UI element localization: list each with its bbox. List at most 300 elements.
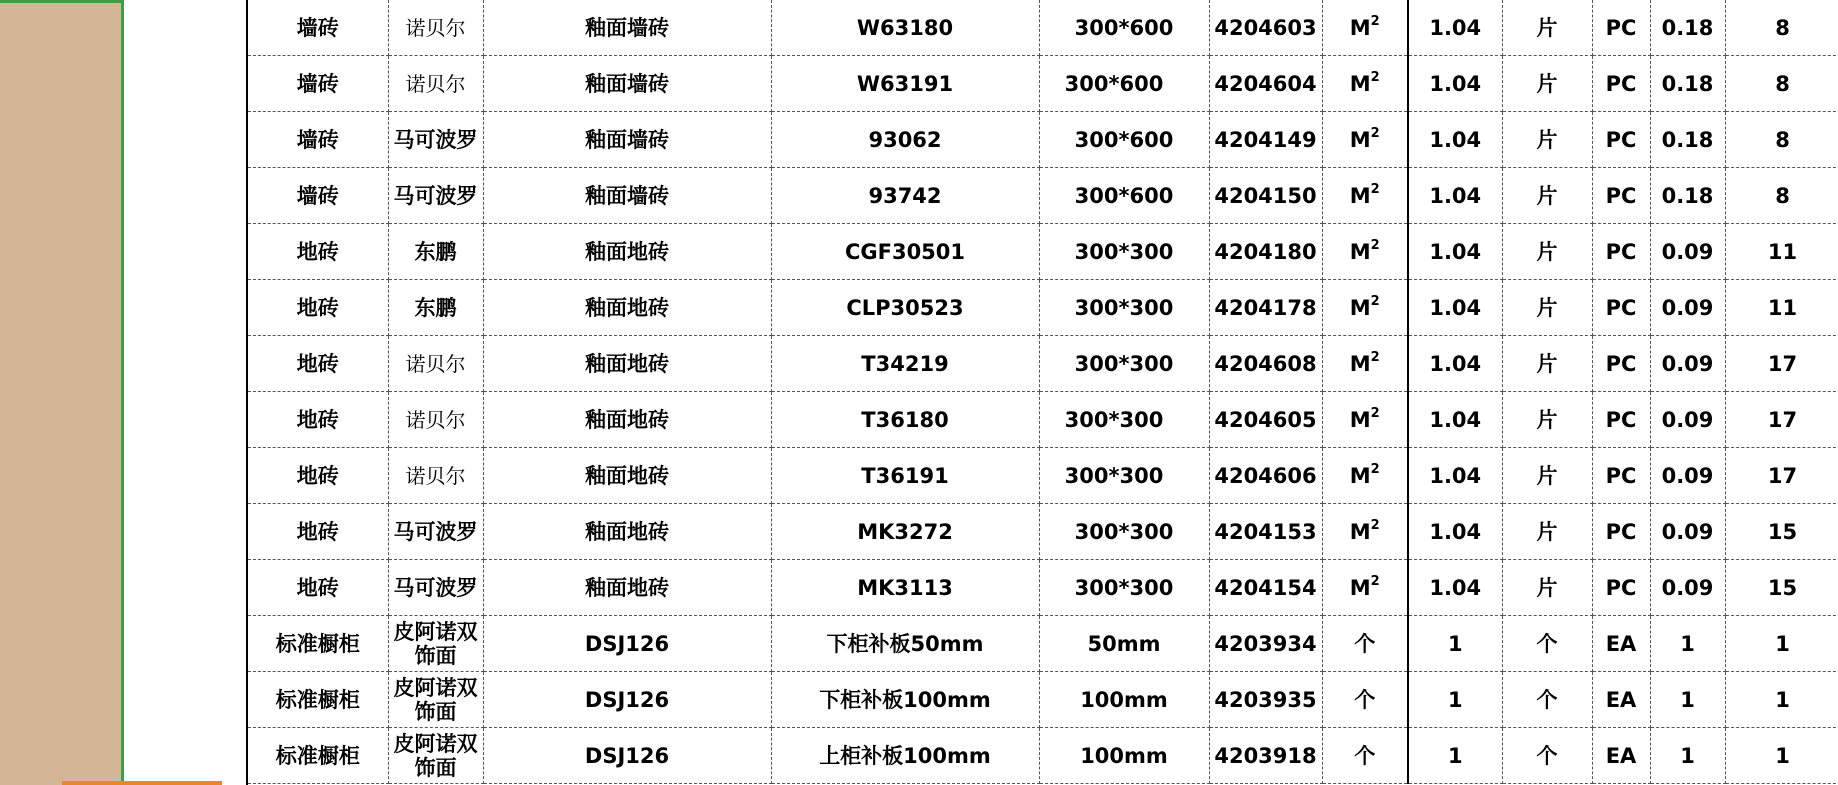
cell-brand[interactable]: [388, 448, 483, 504]
cell-product-text: 釉面墙砖: [585, 183, 669, 208]
cell-pack-unit-text: 个: [1536, 743, 1558, 768]
cell-qty-text: 1.04: [1429, 295, 1482, 320]
cell-uom-text: PC: [1605, 71, 1637, 96]
cell-brand[interactable]: [388, 504, 483, 560]
cell-product[interactable]: [483, 504, 771, 560]
cell-category-text: 墙砖: [296, 15, 339, 40]
cell-code[interactable]: [771, 112, 1039, 168]
cell-count[interactable]: [1725, 224, 1838, 280]
cell-size[interactable]: [1039, 392, 1209, 448]
cell-size[interactable]: [1039, 672, 1209, 728]
table-row: [248, 392, 1838, 448]
table-row: [248, 560, 1838, 616]
cell-brand[interactable]: [388, 168, 483, 224]
cell-brand[interactable]: [388, 336, 483, 392]
cell-qty-text: 1.04: [1429, 519, 1482, 544]
cell-size[interactable]: [1039, 56, 1209, 112]
cell-pack-unit[interactable]: [1502, 56, 1592, 112]
cell-weight-text: 1: [1680, 631, 1695, 656]
cell-code-text: 93742: [868, 183, 942, 208]
cell-product[interactable]: [483, 224, 771, 280]
cell-category[interactable]: [248, 672, 388, 728]
cell-qty[interactable]: [1408, 56, 1502, 112]
cell-qty[interactable]: [1408, 0, 1502, 56]
cell-size-text: 300*300: [1074, 295, 1174, 320]
cell-sku[interactable]: [1209, 224, 1322, 280]
cell-weight[interactable]: [1650, 0, 1725, 56]
cell-code-text: T36180: [861, 407, 949, 432]
cell-sku-text: 4203934: [1214, 631, 1317, 656]
cell-sku[interactable]: [1209, 392, 1322, 448]
unit-base: M: [1349, 407, 1371, 432]
unit-base: M: [1349, 71, 1371, 96]
unit-label: [1349, 13, 1380, 40]
cell-code[interactable]: [771, 448, 1039, 504]
cell-uom[interactable]: [1592, 56, 1650, 112]
cell-product[interactable]: [483, 0, 771, 56]
cell-size[interactable]: [1039, 280, 1209, 336]
cell-qty-text: 1.04: [1429, 183, 1482, 208]
cell-code-text: 下柜补板100mm: [819, 687, 991, 712]
cell-category[interactable]: [248, 0, 388, 56]
cell-code-text: W63191: [856, 71, 954, 96]
cell-category-text: 地砖: [296, 519, 339, 544]
cell-pack-unit[interactable]: [1502, 504, 1592, 560]
cell-brand-text: 皮阿诺双饰面: [393, 619, 478, 668]
cell-sku[interactable]: [1209, 336, 1322, 392]
cell-brand[interactable]: [388, 616, 483, 672]
cell-unit[interactable]: [1322, 448, 1408, 504]
cell-uom-text: EA: [1605, 687, 1637, 712]
cell-size-text: 300*600: [1074, 15, 1174, 40]
cell-product-text: DSJ126: [584, 687, 670, 712]
table-row: [248, 168, 1838, 224]
cell-size[interactable]: [1039, 224, 1209, 280]
unit-label: [1354, 745, 1375, 767]
cell-weight[interactable]: [1650, 224, 1725, 280]
cell-product[interactable]: [483, 616, 771, 672]
cell-qty[interactable]: [1408, 728, 1502, 784]
cell-weight[interactable]: [1650, 448, 1725, 504]
cell-sku[interactable]: [1209, 280, 1322, 336]
cell-product-text: 釉面地砖: [585, 295, 669, 320]
unit-label: [1349, 69, 1380, 96]
cell-category[interactable]: [248, 560, 388, 616]
unit-superscript: 2: [1370, 181, 1380, 197]
cell-count-text: 8: [1775, 127, 1790, 152]
cell-code[interactable]: [771, 392, 1039, 448]
cell-pack-unit-text: 片: [1536, 15, 1558, 40]
cell-weight[interactable]: [1650, 672, 1725, 728]
cell-qty[interactable]: [1408, 392, 1502, 448]
cell-qty-text: 1: [1447, 687, 1463, 712]
unit-label: [1354, 689, 1375, 711]
cell-sku[interactable]: [1209, 504, 1322, 560]
cell-product[interactable]: [483, 280, 771, 336]
unit-base: M: [1349, 519, 1371, 544]
unit-base: M: [1349, 239, 1371, 264]
cell-product-text: 釉面墙砖: [585, 127, 669, 152]
cell-code[interactable]: [771, 504, 1039, 560]
cell-brand-text: 诺贝尔: [405, 463, 466, 488]
cell-unit[interactable]: [1322, 56, 1408, 112]
table-row: [248, 56, 1838, 112]
cell-qty[interactable]: [1408, 616, 1502, 672]
cell-uom[interactable]: [1592, 504, 1650, 560]
cell-code[interactable]: [771, 616, 1039, 672]
cell-count-text: 17: [1767, 407, 1798, 432]
cell-category[interactable]: [248, 616, 388, 672]
cell-uom[interactable]: [1592, 616, 1650, 672]
unit-label: [1349, 349, 1380, 376]
cell-weight-text: 0.18: [1661, 15, 1714, 40]
cell-count-text: 1: [1775, 743, 1790, 768]
cell-uom-text: PC: [1605, 295, 1637, 320]
cell-product[interactable]: [483, 448, 771, 504]
unit-label: [1349, 517, 1380, 544]
cell-unit[interactable]: [1322, 392, 1408, 448]
cell-qty[interactable]: [1408, 168, 1502, 224]
cell-size[interactable]: [1039, 112, 1209, 168]
cell-count[interactable]: [1725, 280, 1838, 336]
cell-uom[interactable]: [1592, 336, 1650, 392]
cell-brand-text: 东鹏: [414, 295, 457, 320]
cell-category-text: 标准橱柜: [275, 687, 360, 712]
cell-brand[interactable]: [388, 560, 483, 616]
cell-sku[interactable]: [1209, 672, 1322, 728]
unit-label: [1349, 125, 1380, 152]
table-row: [248, 280, 1838, 336]
cell-product[interactable]: [483, 336, 771, 392]
cell-product[interactable]: [483, 112, 771, 168]
cell-code[interactable]: [771, 224, 1039, 280]
unit-base: M: [1349, 183, 1371, 208]
cell-size[interactable]: [1039, 448, 1209, 504]
cell-brand-text: 诺贝尔: [405, 351, 466, 376]
cell-code-text: 下柜补板50mm: [826, 631, 984, 656]
cell-count[interactable]: [1725, 728, 1838, 784]
cell-unit[interactable]: [1322, 672, 1408, 728]
cell-size[interactable]: [1039, 0, 1209, 56]
cell-code-text: T34219: [861, 351, 949, 376]
cell-weight[interactable]: [1650, 280, 1725, 336]
unit-superscript: 2: [1370, 461, 1380, 477]
cell-uom-text: PC: [1605, 239, 1637, 264]
cell-weight-text: 0.18: [1661, 127, 1714, 152]
cell-code[interactable]: [771, 728, 1039, 784]
cell-brand[interactable]: [388, 112, 483, 168]
cell-size[interactable]: [1039, 336, 1209, 392]
cell-brand-text: 马可波罗: [393, 519, 478, 544]
cell-sku-text: 4203935: [1214, 687, 1317, 712]
cell-category-text: 墙砖: [296, 127, 339, 152]
table-row: [248, 672, 1838, 728]
cell-pack-unit[interactable]: [1502, 224, 1592, 280]
cell-code[interactable]: [771, 168, 1039, 224]
cell-count-text: 1: [1775, 687, 1790, 712]
cell-category-text: 地砖: [296, 407, 339, 432]
cell-count[interactable]: [1725, 112, 1838, 168]
cell-unit[interactable]: [1322, 504, 1408, 560]
cell-sku-text: 4203918: [1214, 743, 1317, 768]
cell-pack-unit[interactable]: [1502, 336, 1592, 392]
cell-weight[interactable]: [1650, 112, 1725, 168]
unit-base: 个: [1354, 687, 1376, 712]
cell-sku-text: 4204149: [1214, 127, 1317, 152]
cell-weight[interactable]: [1650, 728, 1725, 784]
table-row: [248, 0, 1838, 56]
cell-size-text: 300*300: [1074, 575, 1174, 600]
cell-product[interactable]: [483, 56, 771, 112]
unit-label: [1349, 237, 1380, 264]
cell-count[interactable]: [1725, 392, 1838, 448]
cell-weight-text: 0.09: [1661, 463, 1714, 488]
unit-base: M: [1349, 463, 1371, 488]
cell-weight-text: 1: [1680, 687, 1695, 712]
cell-uom[interactable]: [1592, 448, 1650, 504]
cell-weight-text: 0.18: [1661, 71, 1714, 96]
cell-count[interactable]: [1725, 56, 1838, 112]
cell-unit[interactable]: [1322, 280, 1408, 336]
cell-category[interactable]: [248, 280, 388, 336]
cell-code[interactable]: [771, 672, 1039, 728]
cell-pack-unit-text: 个: [1536, 631, 1558, 656]
cell-unit[interactable]: [1322, 728, 1408, 784]
unit-base: M: [1349, 351, 1371, 376]
cell-brand-text: 诺贝尔: [405, 407, 466, 432]
cell-category-text: 地砖: [296, 295, 339, 320]
cell-weight-text: 0.09: [1661, 407, 1714, 432]
table-row: [248, 448, 1838, 504]
cell-weight[interactable]: [1650, 560, 1725, 616]
cell-unit[interactable]: [1322, 616, 1408, 672]
cell-code[interactable]: [771, 560, 1039, 616]
cell-size-text: 300*600: [1074, 127, 1174, 152]
unit-superscript: 2: [1370, 69, 1380, 85]
unit-base: 个: [1354, 743, 1376, 768]
cell-code-text: MK3272: [857, 519, 953, 544]
cell-code[interactable]: [771, 336, 1039, 392]
cell-code[interactable]: [771, 56, 1039, 112]
cell-qty[interactable]: [1408, 448, 1502, 504]
cell-brand[interactable]: [388, 672, 483, 728]
cell-category[interactable]: [248, 392, 388, 448]
cell-pack-unit-text: 片: [1536, 183, 1558, 208]
cell-category[interactable]: [248, 336, 388, 392]
cell-sku[interactable]: [1209, 168, 1322, 224]
cell-qty[interactable]: [1408, 224, 1502, 280]
cell-code-text: W63180: [856, 15, 954, 40]
cell-brand[interactable]: [388, 0, 483, 56]
cell-pack-unit-text: 片: [1536, 71, 1558, 96]
cell-weight[interactable]: [1650, 56, 1725, 112]
cell-pack-unit[interactable]: [1502, 448, 1592, 504]
cell-count-text: 17: [1767, 463, 1798, 488]
cell-size[interactable]: [1039, 560, 1209, 616]
unit-superscript: 2: [1370, 349, 1380, 365]
unit-superscript: 2: [1370, 13, 1380, 29]
cell-count[interactable]: [1725, 448, 1838, 504]
cell-pack-unit[interactable]: [1502, 112, 1592, 168]
cell-count-text: 11: [1767, 239, 1798, 264]
cell-qty[interactable]: [1408, 112, 1502, 168]
cell-pack-unit[interactable]: [1502, 392, 1592, 448]
cell-product[interactable]: [483, 392, 771, 448]
cell-unit[interactable]: [1322, 224, 1408, 280]
cell-pack-unit[interactable]: [1502, 280, 1592, 336]
cell-category[interactable]: [248, 112, 388, 168]
cell-category[interactable]: [248, 56, 388, 112]
cell-sku[interactable]: [1209, 448, 1322, 504]
table-row: [248, 616, 1838, 672]
cell-sku[interactable]: [1209, 616, 1322, 672]
cell-weight[interactable]: [1650, 392, 1725, 448]
cell-count[interactable]: [1725, 672, 1838, 728]
cell-brand[interactable]: [388, 280, 483, 336]
cell-sku[interactable]: [1209, 560, 1322, 616]
cell-count-text: 11: [1767, 295, 1798, 320]
cell-qty[interactable]: [1408, 280, 1502, 336]
cell-category-text: 标准橱柜: [275, 743, 360, 768]
cell-unit[interactable]: [1322, 560, 1408, 616]
cell-pack-unit-text: 片: [1536, 127, 1558, 152]
table-row: [248, 112, 1838, 168]
cell-code[interactable]: [771, 0, 1039, 56]
cell-count[interactable]: [1725, 616, 1838, 672]
spreadsheet-grid: [246, 0, 1838, 785]
cell-weight[interactable]: [1650, 336, 1725, 392]
cell-count[interactable]: [1725, 0, 1838, 56]
cell-size[interactable]: [1039, 168, 1209, 224]
cell-brand-text: 马可波罗: [393, 183, 478, 208]
cell-size[interactable]: [1039, 616, 1209, 672]
cell-weight-text: 0.09: [1661, 519, 1714, 544]
cell-category[interactable]: [248, 728, 388, 784]
cell-pack-unit[interactable]: [1502, 728, 1592, 784]
cell-category[interactable]: [248, 224, 388, 280]
cell-category[interactable]: [248, 168, 388, 224]
cell-count[interactable]: [1725, 560, 1838, 616]
cell-product-text: 釉面地砖: [585, 575, 669, 600]
cell-product[interactable]: [483, 728, 771, 784]
table-row: [248, 728, 1838, 784]
cell-pack-unit[interactable]: [1502, 672, 1592, 728]
cell-unit[interactable]: [1322, 0, 1408, 56]
cell-code-text: 93062: [868, 127, 942, 152]
cell-uom[interactable]: [1592, 392, 1650, 448]
cell-count-text: 1: [1775, 631, 1790, 656]
cell-weight-text: 0.09: [1661, 351, 1714, 376]
cell-qty[interactable]: [1408, 672, 1502, 728]
cell-uom[interactable]: [1592, 728, 1650, 784]
sheet-tab[interactable]: [62, 781, 222, 785]
cell-sku[interactable]: [1209, 56, 1322, 112]
cell-brand[interactable]: [388, 392, 483, 448]
cell-uom[interactable]: [1592, 560, 1650, 616]
cell-uom-text: PC: [1605, 407, 1637, 432]
cell-pack-unit-text: 片: [1536, 351, 1558, 376]
cell-code[interactable]: [771, 280, 1039, 336]
cell-qty[interactable]: [1408, 504, 1502, 560]
cell-size-text: 300*600: [1074, 183, 1174, 208]
cell-category[interactable]: [248, 448, 388, 504]
cell-sku-text: 4204605: [1214, 407, 1317, 432]
unit-label: [1349, 181, 1380, 208]
cell-sku-text: 4204608: [1214, 351, 1317, 376]
cell-pack-unit[interactable]: [1502, 0, 1592, 56]
cell-qty-text: 1.04: [1429, 575, 1482, 600]
panel-edge-border: [121, 0, 124, 785]
cell-category-text: 墙砖: [296, 71, 339, 96]
cell-uom[interactable]: [1592, 280, 1650, 336]
cell-pack-unit[interactable]: [1502, 168, 1592, 224]
cell-count[interactable]: [1725, 168, 1838, 224]
cell-uom[interactable]: [1592, 112, 1650, 168]
cell-sku-text: 4204150: [1214, 183, 1317, 208]
cell-weight[interactable]: [1650, 616, 1725, 672]
unit-superscript: 2: [1370, 405, 1380, 421]
cell-product-text: 釉面墙砖: [585, 71, 669, 96]
cell-uom-text: PC: [1605, 351, 1637, 376]
cell-sku-text: 4204154: [1214, 575, 1317, 600]
cell-product-text: 釉面地砖: [585, 351, 669, 376]
cell-uom[interactable]: [1592, 224, 1650, 280]
cell-sku[interactable]: [1209, 112, 1322, 168]
cell-size[interactable]: [1039, 728, 1209, 784]
cell-qty[interactable]: [1408, 336, 1502, 392]
cell-pack-unit-text: 片: [1536, 519, 1558, 544]
cell-product[interactable]: [483, 560, 771, 616]
cell-count[interactable]: [1725, 504, 1838, 560]
unit-superscript: 2: [1370, 573, 1380, 589]
data-table: [248, 0, 1838, 784]
cell-category-text: 地砖: [296, 575, 339, 600]
cell-weight[interactable]: [1650, 168, 1725, 224]
cell-unit[interactable]: [1322, 112, 1408, 168]
cell-size[interactable]: [1039, 504, 1209, 560]
cell-unit[interactable]: [1322, 336, 1408, 392]
unit-base: M: [1349, 127, 1371, 152]
cell-size-text: 100mm: [1080, 743, 1168, 768]
cell-product-text: 釉面地砖: [585, 407, 669, 432]
cell-count[interactable]: [1725, 336, 1838, 392]
unit-superscript: 2: [1370, 517, 1380, 533]
cell-sku-text: 4204180: [1214, 239, 1317, 264]
cell-uom[interactable]: [1592, 0, 1650, 56]
cell-product[interactable]: [483, 168, 771, 224]
cell-pack-unit[interactable]: [1502, 560, 1592, 616]
cell-uom[interactable]: [1592, 672, 1650, 728]
cell-sku[interactable]: [1209, 728, 1322, 784]
cell-pack-unit[interactable]: [1502, 616, 1592, 672]
unit-label: [1349, 573, 1380, 600]
cell-uom[interactable]: [1592, 168, 1650, 224]
cell-category[interactable]: [248, 504, 388, 560]
cell-brand[interactable]: [388, 224, 483, 280]
cell-brand[interactable]: [388, 728, 483, 784]
cell-uom-text: EA: [1605, 743, 1637, 768]
cell-sku[interactable]: [1209, 0, 1322, 56]
cell-size-text: 300*300: [1074, 351, 1174, 376]
cell-qty-text: 1: [1447, 631, 1463, 656]
cell-qty[interactable]: [1408, 560, 1502, 616]
cell-brand[interactable]: [388, 56, 483, 112]
cell-pack-unit-text: 片: [1536, 295, 1558, 320]
cell-weight[interactable]: [1650, 504, 1725, 560]
cell-unit[interactable]: [1322, 168, 1408, 224]
cell-product[interactable]: [483, 672, 771, 728]
cell-qty-text: 1: [1447, 743, 1463, 768]
